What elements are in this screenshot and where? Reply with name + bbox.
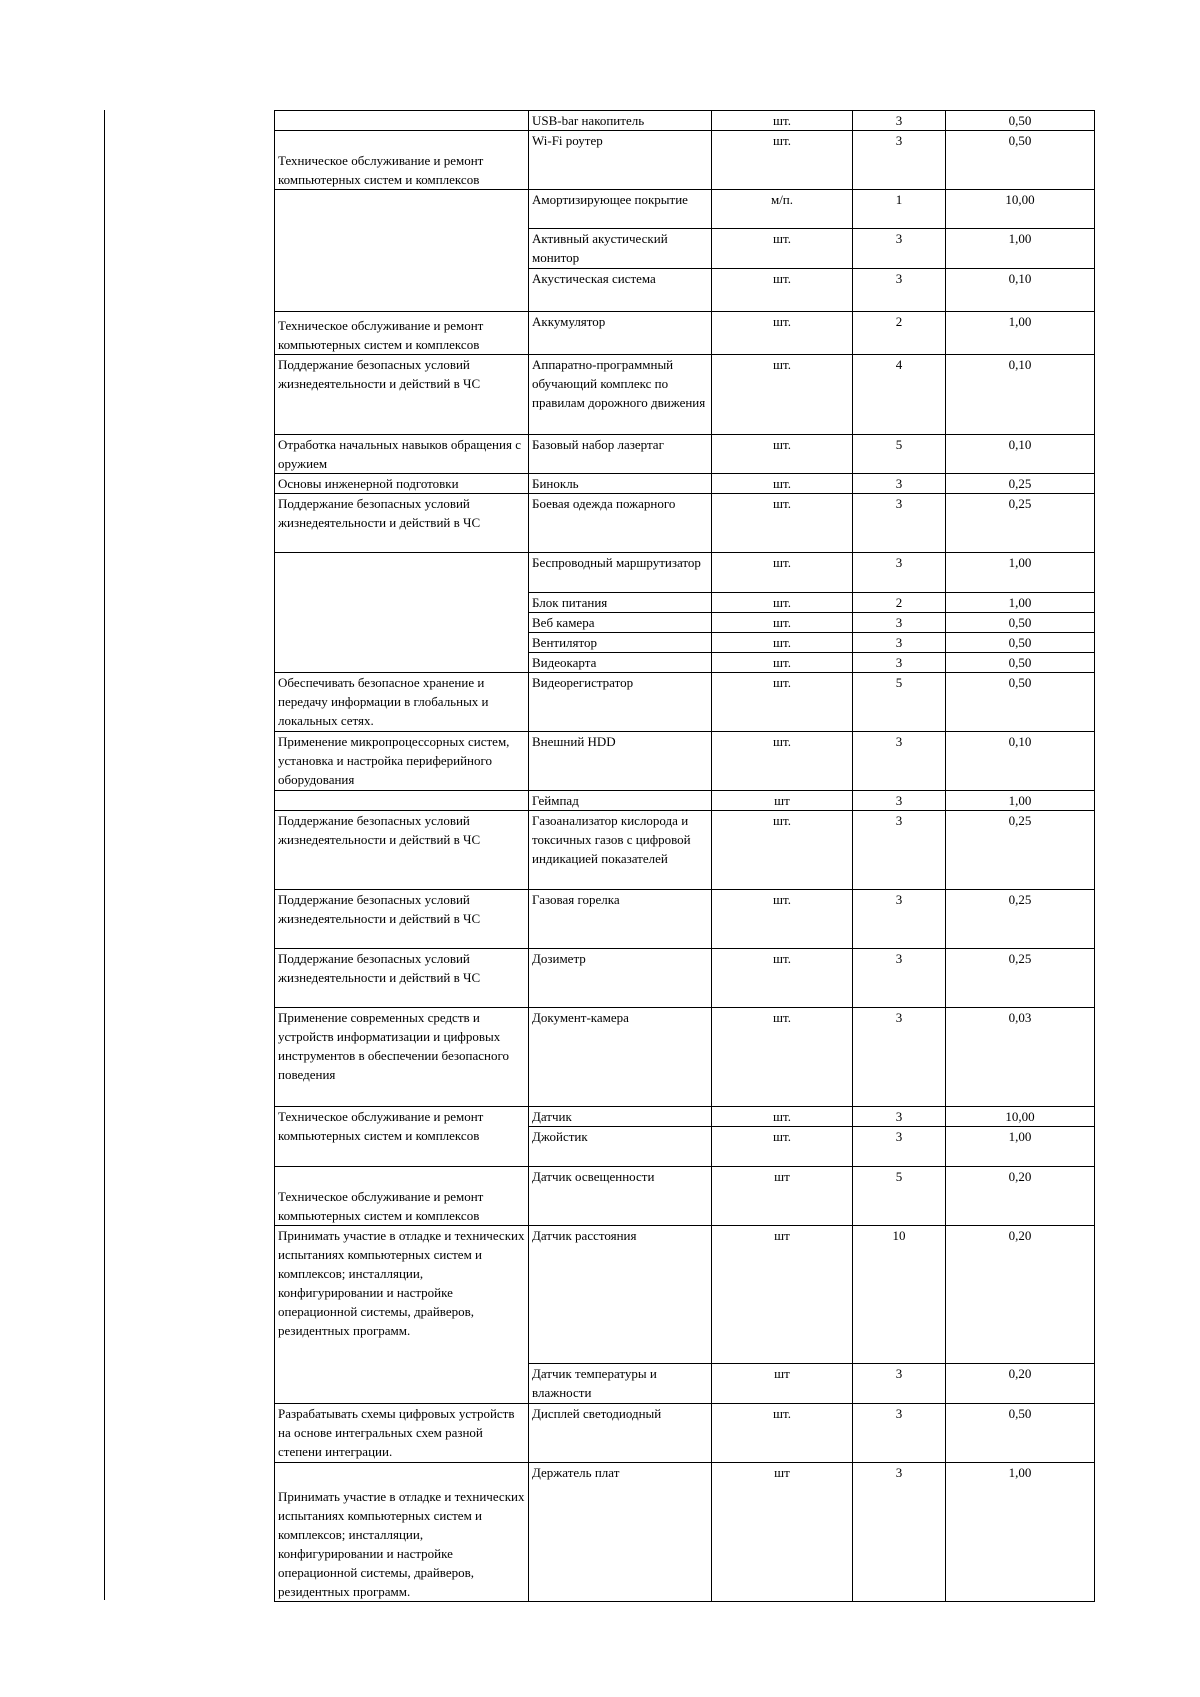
purpose-cell: Отработка начальных навыков обращения с оружием: [275, 435, 529, 474]
norm-cell: 0,10: [946, 435, 1095, 474]
qty-cell: 3: [853, 131, 946, 190]
item-cell: Датчик: [529, 1107, 712, 1127]
item-cell: Датчик освещенности: [529, 1167, 712, 1226]
table-row: [275, 312, 1095, 355]
qty-cell: 3: [853, 633, 946, 653]
purpose-cell: Техническое обслуживание и ремонт компьютерных систем и комплексов: [275, 1167, 529, 1226]
table-row: [275, 111, 1095, 131]
table-row: [275, 811, 1095, 890]
item-cell: USB-bar накопитель: [529, 111, 712, 131]
purpose-cell: Обеспечивать безопасное хранение и передачу информации в глобальных и локальных сетях.: [275, 673, 529, 732]
item-cell: Амортизирующее покрытие: [529, 190, 712, 229]
qty-cell: 3: [853, 474, 946, 494]
unit-cell: шт.: [712, 355, 853, 435]
purpose-cell: Техническое обслуживание и ремонт компьютерных систем и комплексов: [275, 312, 529, 355]
table-row: [275, 1107, 1095, 1127]
table-row: [275, 474, 1095, 494]
unit-cell: шт.: [712, 474, 853, 494]
norm-cell: 0,50: [946, 131, 1095, 190]
table-row: [275, 1463, 1095, 1602]
unit-cell: шт.: [712, 593, 853, 613]
norm-cell: 1,00: [946, 593, 1095, 613]
unit-cell: шт.: [712, 229, 853, 269]
purpose-cell: Поддержание безопасных условий жизнедеятельности и действий в ЧС: [275, 494, 529, 553]
norm-cell: 0,50: [946, 1404, 1095, 1463]
unit-cell: шт.: [712, 673, 853, 732]
purpose-cell: Поддержание безопасных условий жизнедеятельности и действий в ЧС: [275, 949, 529, 1008]
qty-cell: 2: [853, 593, 946, 613]
norm-cell: 0,10: [946, 355, 1095, 435]
purpose-cell: Техническое обслуживание и ремонт компьютерных систем и комплексов: [275, 1107, 529, 1167]
unit-cell: шт.: [712, 435, 853, 474]
unit-cell: м/п.: [712, 190, 853, 229]
qty-cell: 3: [853, 791, 946, 811]
unit-cell: шт.: [712, 1404, 853, 1463]
item-cell: Видеорегистратор: [529, 673, 712, 732]
item-cell: Вентилятор: [529, 633, 712, 653]
norm-cell: 0,50: [946, 613, 1095, 633]
norm-cell: 0,50: [946, 653, 1095, 673]
item-cell: Документ-камера: [529, 1008, 712, 1107]
unit-cell: шт: [712, 1463, 853, 1602]
purpose-cell: Применение микропроцессорных систем, установка и настройка периферийного оборудования: [275, 732, 529, 791]
item-cell: Аппаратно-программный обучающий комплекс по правилам дорожного движения: [529, 355, 712, 435]
purpose-cell: Поддержание безопасных условий жизнедеятельности и действий в ЧС: [275, 890, 529, 949]
norm-cell: 0,10: [946, 732, 1095, 791]
qty-cell: 3: [853, 229, 946, 269]
unit-cell: шт: [712, 791, 853, 811]
norm-cell: 1,00: [946, 1127, 1095, 1167]
qty-cell: 2: [853, 312, 946, 355]
unit-cell: шт.: [712, 111, 853, 131]
item-cell: Геймпад: [529, 791, 712, 811]
norm-cell: 0,20: [946, 1364, 1095, 1404]
qty-cell: 3: [853, 1107, 946, 1127]
qty-cell: 3: [853, 1364, 946, 1404]
norm-cell: 0,25: [946, 811, 1095, 890]
equipment-table: [274, 110, 1095, 1602]
table-row: [275, 494, 1095, 553]
unit-cell: шт.: [712, 811, 853, 890]
table-row: [275, 1404, 1095, 1463]
item-cell: Джойстик: [529, 1127, 712, 1167]
table-row: [275, 890, 1095, 949]
item-cell: Веб камера: [529, 613, 712, 633]
qty-cell: 3: [853, 949, 946, 1008]
norm-cell: 0,50: [946, 111, 1095, 131]
table-row: [275, 131, 1095, 190]
unit-cell: шт.: [712, 633, 853, 653]
table-row: [275, 791, 1095, 811]
item-cell: Газовая горелка: [529, 890, 712, 949]
qty-cell: 4: [853, 355, 946, 435]
norm-cell: 0,25: [946, 890, 1095, 949]
purpose-cell: Принимать участие в отладке и технических испытаниях компьютерных систем и комплексов; инсталляции, конфигурировании и настройке операционной системы, драйверов, резидентных программ.: [275, 1463, 529, 1602]
norm-cell: 1,00: [946, 1463, 1095, 1602]
unit-cell: шт.: [712, 890, 853, 949]
qty-cell: 3: [853, 1404, 946, 1463]
item-cell: Дисплей светодиодный: [529, 1404, 712, 1463]
norm-cell: 0,50: [946, 633, 1095, 653]
qty-cell: 5: [853, 435, 946, 474]
norm-cell: 1,00: [946, 791, 1095, 811]
item-cell: Акустическая система: [529, 269, 712, 312]
norm-cell: 10,00: [946, 190, 1095, 229]
table-row: [275, 732, 1095, 791]
unit-cell: шт.: [712, 653, 853, 673]
qty-cell: 3: [853, 732, 946, 791]
item-cell: Беспроводный маршрутизатор: [529, 553, 712, 593]
unit-cell: шт: [712, 1167, 853, 1226]
qty-cell: 3: [853, 890, 946, 949]
norm-cell: 10,00: [946, 1107, 1095, 1127]
qty-cell: 3: [853, 613, 946, 633]
qty-cell: 3: [853, 1008, 946, 1107]
norm-cell: 0,25: [946, 949, 1095, 1008]
purpose-cell: Применение современных средств и устройств информатизации и цифровых инструментов в обеспечении безопасного поведения: [275, 1008, 529, 1107]
norm-cell: 0,03: [946, 1008, 1095, 1107]
qty-cell: 3: [853, 553, 946, 593]
unit-cell: шт.: [712, 613, 853, 633]
item-cell: Датчик температуры и влажности: [529, 1364, 712, 1404]
unit-cell: шт.: [712, 949, 853, 1008]
norm-cell: 0,10: [946, 269, 1095, 312]
table-row: [275, 435, 1095, 474]
qty-cell: 3: [853, 494, 946, 553]
unit-cell: шт: [712, 1226, 853, 1364]
qty-cell: 3: [853, 1127, 946, 1167]
norm-cell: 0,25: [946, 494, 1095, 553]
purpose-cell: Поддержание безопасных условий жизнедеятельности и действий в ЧС: [275, 355, 529, 435]
norm-cell: 0,25: [946, 474, 1095, 494]
qty-cell: 3: [853, 1463, 946, 1602]
table-row: [275, 673, 1095, 732]
item-cell: Бинокль: [529, 474, 712, 494]
norm-cell: 0,50: [946, 673, 1095, 732]
purpose-cell: [275, 553, 529, 673]
qty-cell: 3: [853, 653, 946, 673]
purpose-cell: [275, 111, 529, 131]
item-cell: Дозиметр: [529, 949, 712, 1008]
item-cell: Базовый набор лазертаг: [529, 435, 712, 474]
qty-cell: 5: [853, 673, 946, 732]
item-cell: Wi-Fi роутер: [529, 131, 712, 190]
norm-cell: 0,20: [946, 1167, 1095, 1226]
margin-line: [104, 110, 105, 1600]
norm-cell: 1,00: [946, 553, 1095, 593]
norm-cell: 1,00: [946, 312, 1095, 355]
unit-cell: шт.: [712, 131, 853, 190]
qty-cell: 5: [853, 1167, 946, 1226]
item-cell: Видеокарта: [529, 653, 712, 673]
item-cell: Активный акустический монитор: [529, 229, 712, 269]
table-row: [275, 1226, 1095, 1364]
item-cell: Держатель плат: [529, 1463, 712, 1602]
unit-cell: шт.: [712, 553, 853, 593]
qty-cell: 3: [853, 111, 946, 131]
norm-cell: 0,20: [946, 1226, 1095, 1364]
unit-cell: шт.: [712, 1127, 853, 1167]
purpose-cell: Принимать участие в отладке и технических испытаниях компьютерных систем и комплексов; инсталляции, конфигурировании и настройке операционной системы, драйверов, резидентных программ.: [275, 1226, 529, 1404]
qty-cell: 1: [853, 190, 946, 229]
table-row: [275, 355, 1095, 435]
item-cell: Блок питания: [529, 593, 712, 613]
qty-cell: 3: [853, 269, 946, 312]
purpose-cell: Разрабатывать схемы цифровых устройств на основе интегральных схем разной степени интеграции.: [275, 1404, 529, 1463]
norm-cell: 1,00: [946, 229, 1095, 269]
unit-cell: шт.: [712, 269, 853, 312]
unit-cell: шт.: [712, 494, 853, 553]
item-cell: Газоанализатор кислорода и токсичных газов с цифровой индикацией показателей: [529, 811, 712, 890]
unit-cell: шт.: [712, 1008, 853, 1107]
table-row: [275, 190, 1095, 229]
purpose-cell: Техническое обслуживание и ремонт компьютерных систем и комплексов: [275, 131, 529, 190]
purpose-cell: [275, 190, 529, 312]
unit-cell: шт.: [712, 1107, 853, 1127]
unit-cell: шт.: [712, 312, 853, 355]
item-cell: Внешний HDD: [529, 732, 712, 791]
unit-cell: шт: [712, 1364, 853, 1404]
table-row: [275, 553, 1095, 593]
item-cell: Боевая одежда пожарного: [529, 494, 712, 553]
purpose-cell: [275, 791, 529, 811]
item-cell: Датчик расстояния: [529, 1226, 712, 1364]
table-row: [275, 1167, 1095, 1226]
table-row: [275, 949, 1095, 1008]
qty-cell: 10: [853, 1226, 946, 1364]
purpose-cell: Основы инженерной подготовки: [275, 474, 529, 494]
qty-cell: 3: [853, 811, 946, 890]
unit-cell: шт.: [712, 732, 853, 791]
table-row: [275, 1008, 1095, 1107]
purpose-cell: Поддержание безопасных условий жизнедеятельности и действий в ЧС: [275, 811, 529, 890]
item-cell: Аккумулятор: [529, 312, 712, 355]
